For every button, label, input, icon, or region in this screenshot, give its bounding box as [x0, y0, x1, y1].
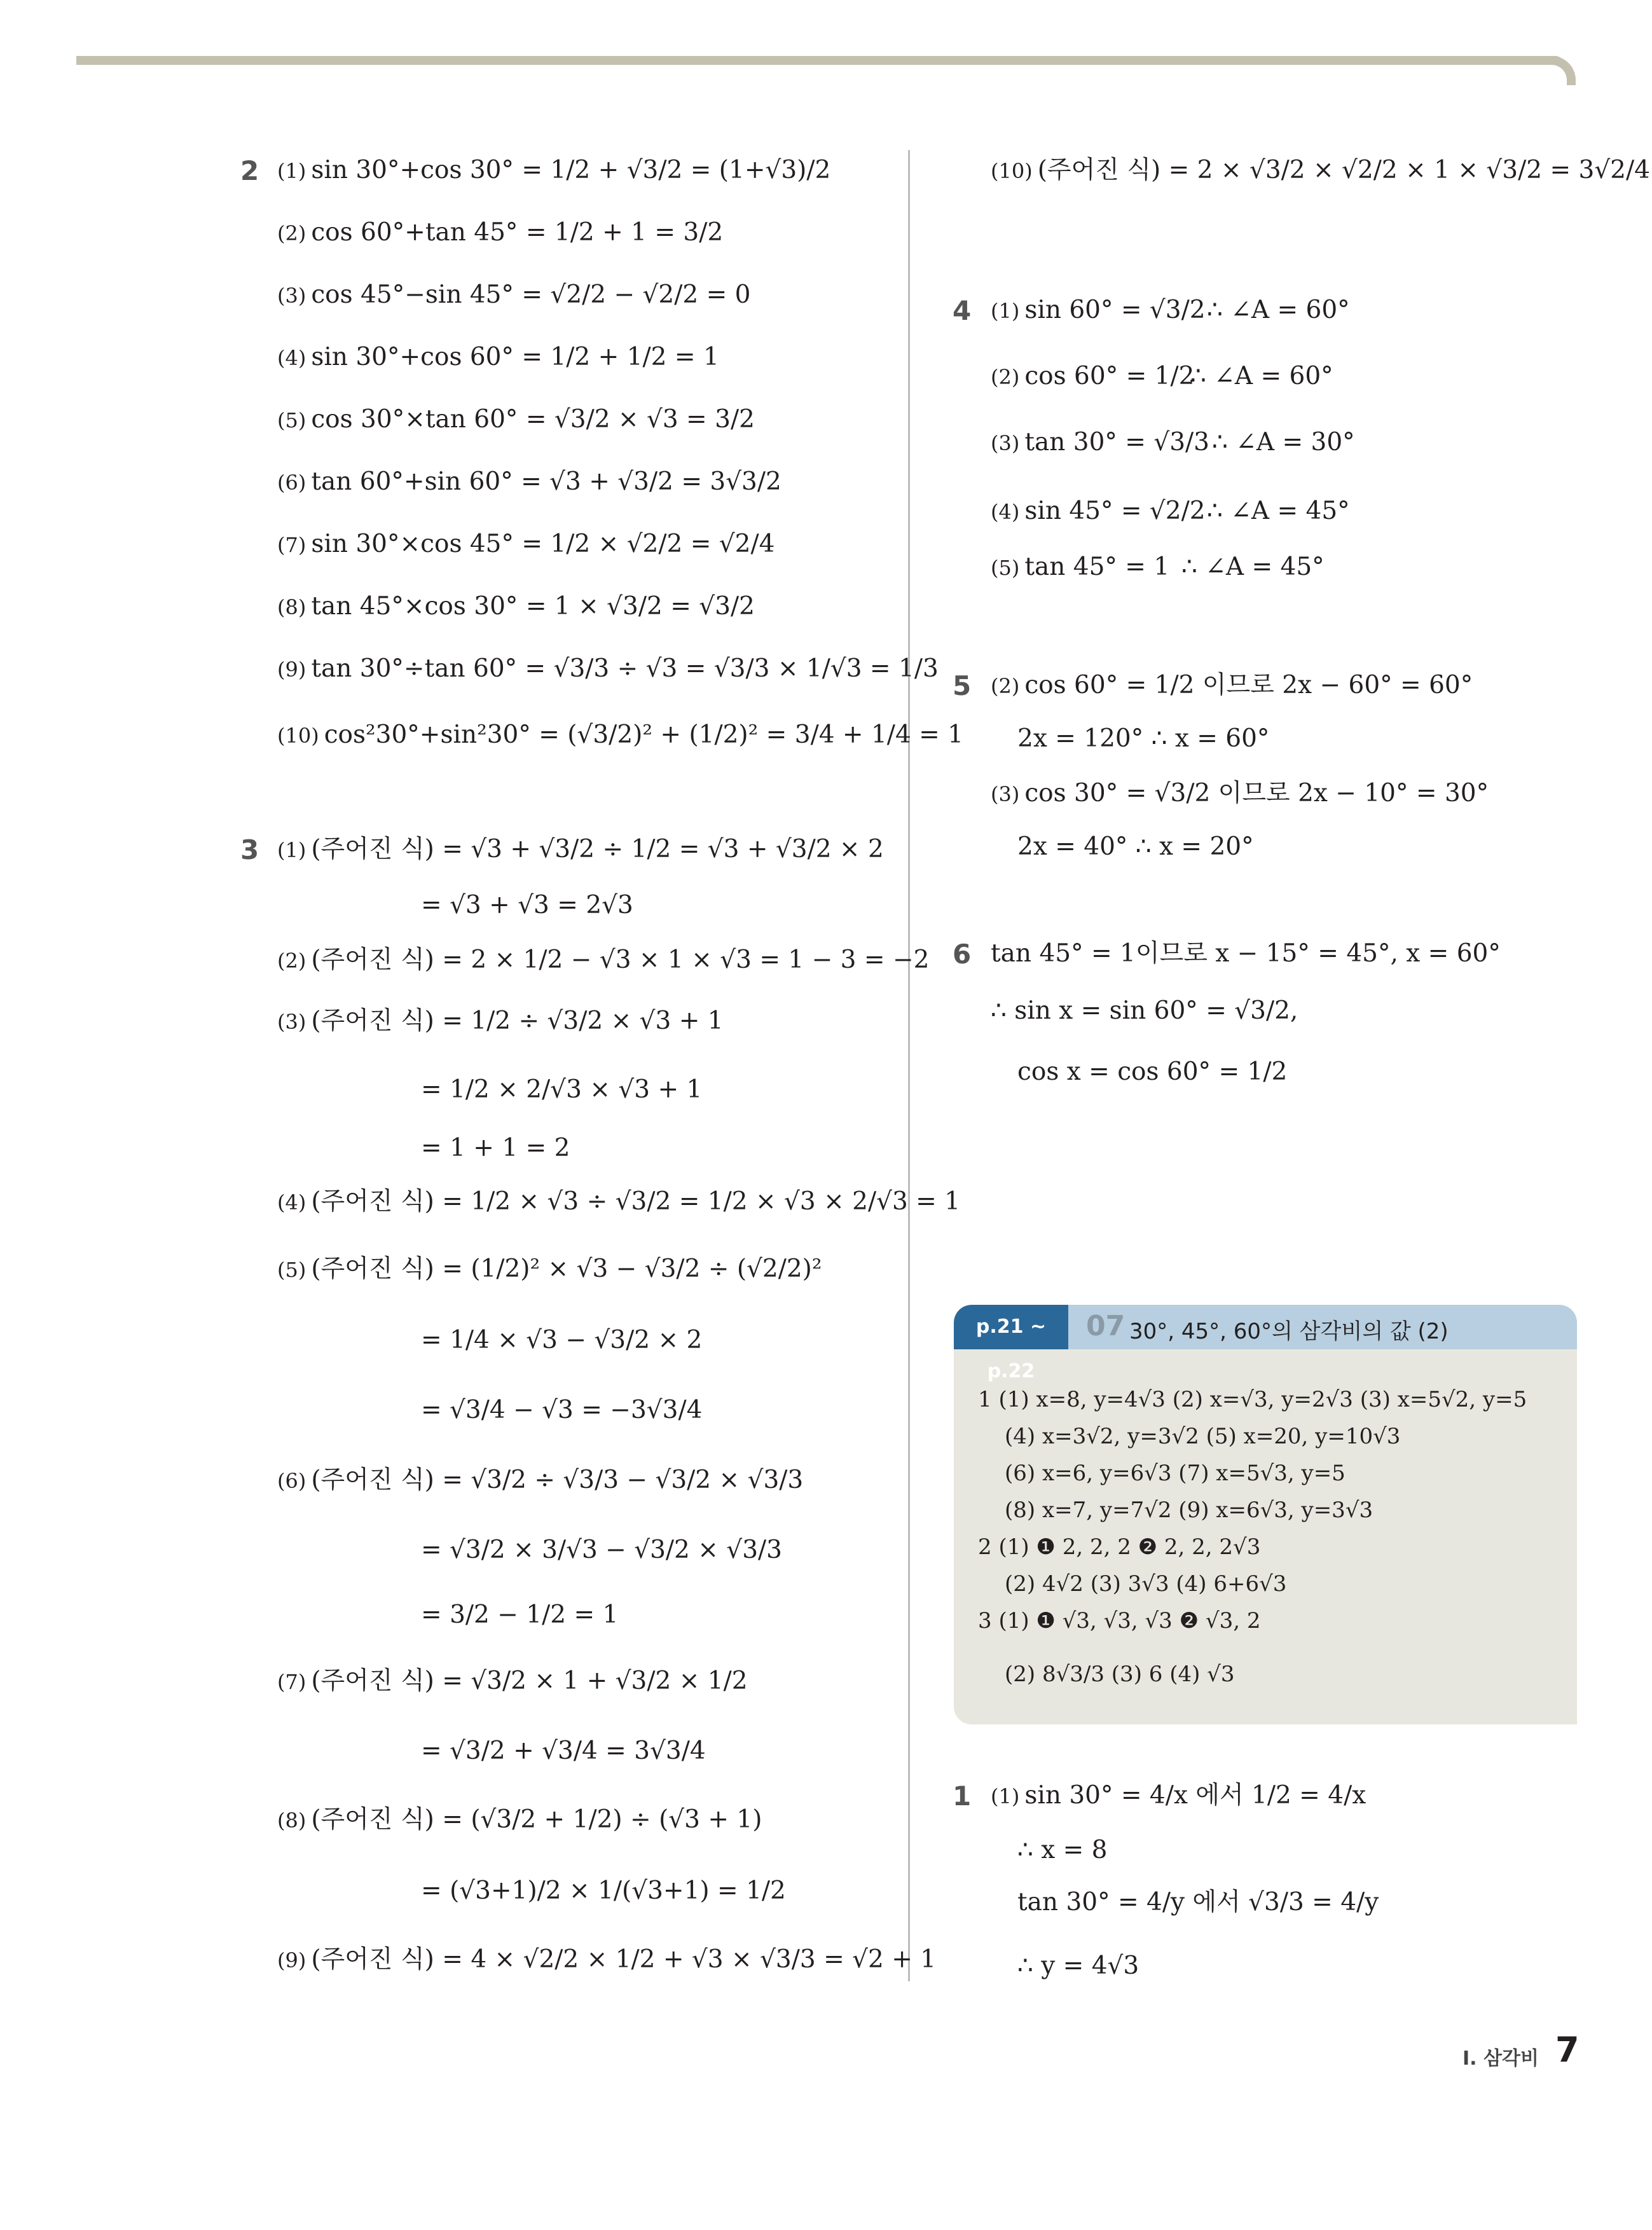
sub-label: (1)	[991, 1784, 1020, 1808]
chapter-label: Ⅰ. 삼각비	[1463, 2048, 1539, 2070]
expression: (주어진 식) = 2 × √3/2 × √2/2 × 1 × √3/2 = 3√2/4	[1037, 156, 1650, 184]
question-6-number: 6	[953, 939, 972, 970]
sub-label: (2)	[277, 221, 306, 245]
q3-line-13	[421, 1596, 618, 1634]
section-number: 07	[1086, 1310, 1125, 1342]
q3-line-15	[421, 1732, 706, 1770]
q3-line-1	[277, 830, 884, 869]
sub-label: (2)	[277, 949, 306, 973]
q6-line-2: ∴ sin x = sin 60° = √3/2,	[991, 996, 1298, 1025]
expression: cos 30°×tan 60° = √3/2 × √3 = 3/2	[311, 405, 755, 434]
question-5-number: 5	[953, 670, 972, 701]
expression: tan 30°÷tan 60° = √3/3 ÷ √3 = √3/3 × 1/√3 = 1/3	[311, 654, 939, 683]
q2-line-1	[277, 151, 830, 190]
q3-line-12	[421, 1531, 782, 1569]
q1-line-4: ∴ y = 4√3	[1017, 1951, 1139, 1980]
expression: (주어진 식) = √3/2 ÷ √3/3 − √3/2 × √3/3	[311, 1466, 804, 1494]
q2-line-7	[277, 525, 774, 564]
sub-label: (6)	[277, 471, 306, 495]
expression: cos 45°−sin 45° = √2/2 − √2/2 = 0	[311, 280, 751, 309]
answer-line-5: 2 (1) ❶ 2, 2, 2 ❷ 2, 2, 2√3	[978, 1534, 1261, 1560]
q1-line-1	[991, 1777, 1366, 1815]
q2-line-6	[277, 463, 781, 502]
sub-label: (10)	[991, 159, 1033, 183]
q5-line-1	[991, 666, 1473, 705]
expression: tan 45° = 1	[1024, 553, 1170, 581]
q3-line-14	[277, 1662, 748, 1701]
sub-label: (8)	[277, 595, 306, 619]
q3-line-2	[421, 886, 633, 925]
q4-line-2	[991, 357, 1194, 396]
q3-line-9	[421, 1321, 702, 1359]
expression: (주어진 식) = 2 × 1/2 − √3 × 1 × √3 = 1 − 3 = −2	[311, 946, 930, 974]
sub-label: (5)	[277, 408, 306, 432]
q3-line-17	[421, 1872, 786, 1910]
q4-line-4	[991, 492, 1206, 531]
q5-line-4: 2x = 40° ∴ x = 20°	[1017, 832, 1254, 861]
page-number: 7	[1555, 2030, 1580, 2070]
sub-label: (10)	[277, 724, 319, 748]
answer-line-4: (8) x=7, y=7√2 (9) x=6√3, y=3√3	[1005, 1497, 1373, 1523]
expression: cos²30°+sin²30° = (√3/2)² + (1/2)² = 3/4 + 1/4 = 1	[324, 720, 964, 749]
sub-label: (6)	[277, 1469, 306, 1493]
q4-line-1	[991, 291, 1206, 330]
sub-label: (5)	[991, 556, 1020, 580]
expression: sin 30°+cos 30° = 1/2 + √3/2 = (1+√3)/2	[311, 156, 831, 184]
expression: sin 30° = 4/x 에서 1/2 = 4/x	[1024, 1781, 1366, 1810]
sub-label: (9)	[277, 657, 306, 682]
sub-label: (8)	[277, 1808, 306, 1833]
expression: = (√3+1)/2 × 1/(√3+1) = 1/2	[421, 1876, 786, 1905]
q4-result-1: ∴ ∠A = 60°	[1207, 296, 1350, 324]
q2-line-4	[277, 338, 719, 377]
q3-line-5	[421, 1071, 702, 1109]
expression: = √3/4 − √3 = −3√3/4	[421, 1396, 703, 1424]
sub-label: (3)	[991, 782, 1020, 806]
q6-line-3: cos x = cos 60° = 1/2	[1017, 1057, 1288, 1086]
answer-key-box	[954, 1305, 1577, 1724]
sub-label: (4)	[277, 346, 306, 370]
sub-label: (5)	[277, 1258, 306, 1282]
expression: = √3 + √3 = 2√3	[421, 891, 633, 919]
q3-line-10-continued	[991, 151, 1650, 190]
expression: (주어진 식) = 1/2 × √3 ÷ √3/2 = 1/2 × √3 × 2/√3 = 1	[311, 1187, 961, 1216]
answer-line-2: (4) x=3√2, y=3√2 (5) x=20, y=10√3	[1005, 1424, 1401, 1449]
expression: = 1/4 × √3 − √3/2 × 2	[421, 1326, 703, 1354]
section-title: 30°, 45°, 60°의 삼각비의 값 (2)	[1129, 1319, 1449, 1344]
q2-line-2	[277, 214, 723, 252]
sub-label: (3)	[277, 1010, 306, 1034]
sub-label: (9)	[277, 1948, 306, 1972]
q4-result-2: ∴ ∠A = 60°	[1190, 362, 1333, 390]
sub-label: (1)	[991, 299, 1020, 323]
answer-line-1: 1 (1) x=8, y=4√3 (2) x=√3, y=2√3 (3) x=5√2, y=5	[978, 1387, 1527, 1412]
q2-line-8	[277, 588, 755, 626]
question-1-number: 1	[953, 1780, 972, 1812]
top-bar-corner	[1552, 56, 1576, 85]
expression: (주어진 식) = (1/2)² × √3 − √3/2 ÷ (√2/2)²	[311, 1255, 822, 1283]
sub-label: (3)	[277, 284, 306, 308]
expression: cos 60° = 1/2	[1024, 362, 1195, 390]
sub-label: (7)	[277, 533, 306, 557]
q5-line-2: 2x = 120° ∴ x = 60°	[1017, 724, 1270, 753]
q3-line-3	[277, 941, 929, 980]
q5-line-3	[991, 774, 1489, 813]
page-range-badge: p.21 ~ p.22	[954, 1305, 1068, 1349]
expression: cos 60°+tan 45° = 1/2 + 1 = 3/2	[311, 218, 724, 247]
q2-line-3	[277, 276, 750, 315]
sub-label: (2)	[991, 674, 1020, 698]
expression: tan 60°+sin 60° = √3 + √3/2 = 3√3/2	[311, 467, 781, 496]
q1-line-2: ∴ x = 8	[1017, 1836, 1108, 1864]
q4-result-3: ∴ ∠A = 30°	[1212, 428, 1355, 457]
q3-line-6	[421, 1129, 570, 1167]
expression: = 1/2 × 2/√3 × √3 + 1	[421, 1075, 703, 1104]
expression: sin 30°+cos 60° = 1/2 + 1/2 = 1	[311, 343, 719, 371]
q4-result-5: ∴ ∠A = 45°	[1181, 553, 1325, 581]
answer-line-7: 3 (1) ❶ √3, √3, √3 ❷ √3, 2	[978, 1608, 1261, 1634]
answer-line-8: (2) 8√3/3 (3) 6 (4) √3	[1005, 1662, 1235, 1687]
question-4-number: 4	[953, 295, 972, 326]
expression: sin 45° = √2/2	[1024, 497, 1206, 525]
question-3-number: 3	[240, 834, 259, 865]
sub-label: (4)	[277, 1190, 306, 1215]
sub-label: (3)	[991, 431, 1020, 455]
expression: (주어진 식) = 4 × √2/2 × 1/2 + √3 × √3/3 = √2 + 1	[311, 1945, 937, 1974]
expression: tan 45°×cos 30° = 1 × √3/2 = √3/2	[311, 592, 755, 621]
q3-line-7	[277, 1183, 960, 1222]
q3-line-18	[277, 1941, 936, 1979]
q4-line-5	[991, 548, 1169, 587]
q3-line-10	[421, 1391, 702, 1429]
q2-line-5	[277, 401, 755, 439]
q4-result-4: ∴ ∠A = 45°	[1207, 497, 1350, 525]
expression: (주어진 식) = (√3/2 + 1/2) ÷ (√3 + 1)	[311, 1805, 762, 1834]
column-divider	[908, 150, 910, 1981]
sub-label: (1)	[277, 838, 306, 862]
expression: = 1 + 1 = 2	[421, 1134, 570, 1162]
q3-line-16	[277, 1801, 762, 1840]
sub-label: (2)	[991, 365, 1020, 389]
expression: sin 30°×cos 45° = 1/2 × √2/2 = √2/4	[311, 530, 775, 558]
answer-line-6: (2) 4√2 (3) 3√3 (4) 6+6√3	[1005, 1571, 1287, 1597]
expression: cos 60° = 1/2 이므로 2x − 60° = 60°	[1024, 671, 1473, 699]
expression: (주어진 식) = √3 + √3/2 ÷ 1/2 = √3 + √3/2 × 2	[311, 835, 884, 864]
q6-line-1: tan 45° = 1이므로 x − 15° = 45°, x = 60°	[991, 939, 1501, 968]
expression: = 3/2 − 1/2 = 1	[421, 1600, 619, 1629]
sub-label: (4)	[991, 500, 1020, 524]
expression: tan 30° = √3/3	[1024, 428, 1209, 457]
question-2-number: 2	[240, 155, 259, 186]
q4-line-3	[991, 423, 1209, 462]
q3-line-11	[277, 1461, 803, 1500]
q3-line-4	[277, 1002, 724, 1041]
top-decorative-bar	[76, 56, 1564, 65]
expression: = √3/2 + √3/4 = 3√3/4	[421, 1737, 706, 1765]
expression: cos 30° = √3/2 이므로 2x − 10° = 30°	[1024, 779, 1489, 808]
q3-line-8	[277, 1250, 822, 1289]
expression: (주어진 식) = 1/2 ÷ √3/2 × √3 + 1	[311, 1007, 724, 1035]
q2-line-10	[277, 716, 963, 755]
q1-line-3: tan 30° = 4/y 에서 √3/3 = 4/y	[1017, 1888, 1379, 1917]
expression: sin 60° = √3/2	[1024, 296, 1206, 324]
expression: = √3/2 × 3/√3 − √3/2 × √3/3	[421, 1536, 782, 1564]
answer-line-3: (6) x=6, y=6√3 (7) x=5√3, y=5	[1005, 1461, 1346, 1486]
sub-label: (1)	[277, 159, 306, 183]
sub-label: (7)	[277, 1670, 306, 1694]
expression: (주어진 식) = √3/2 × 1 + √3/2 × 1/2	[311, 1667, 748, 1695]
q2-line-9	[277, 650, 939, 689]
